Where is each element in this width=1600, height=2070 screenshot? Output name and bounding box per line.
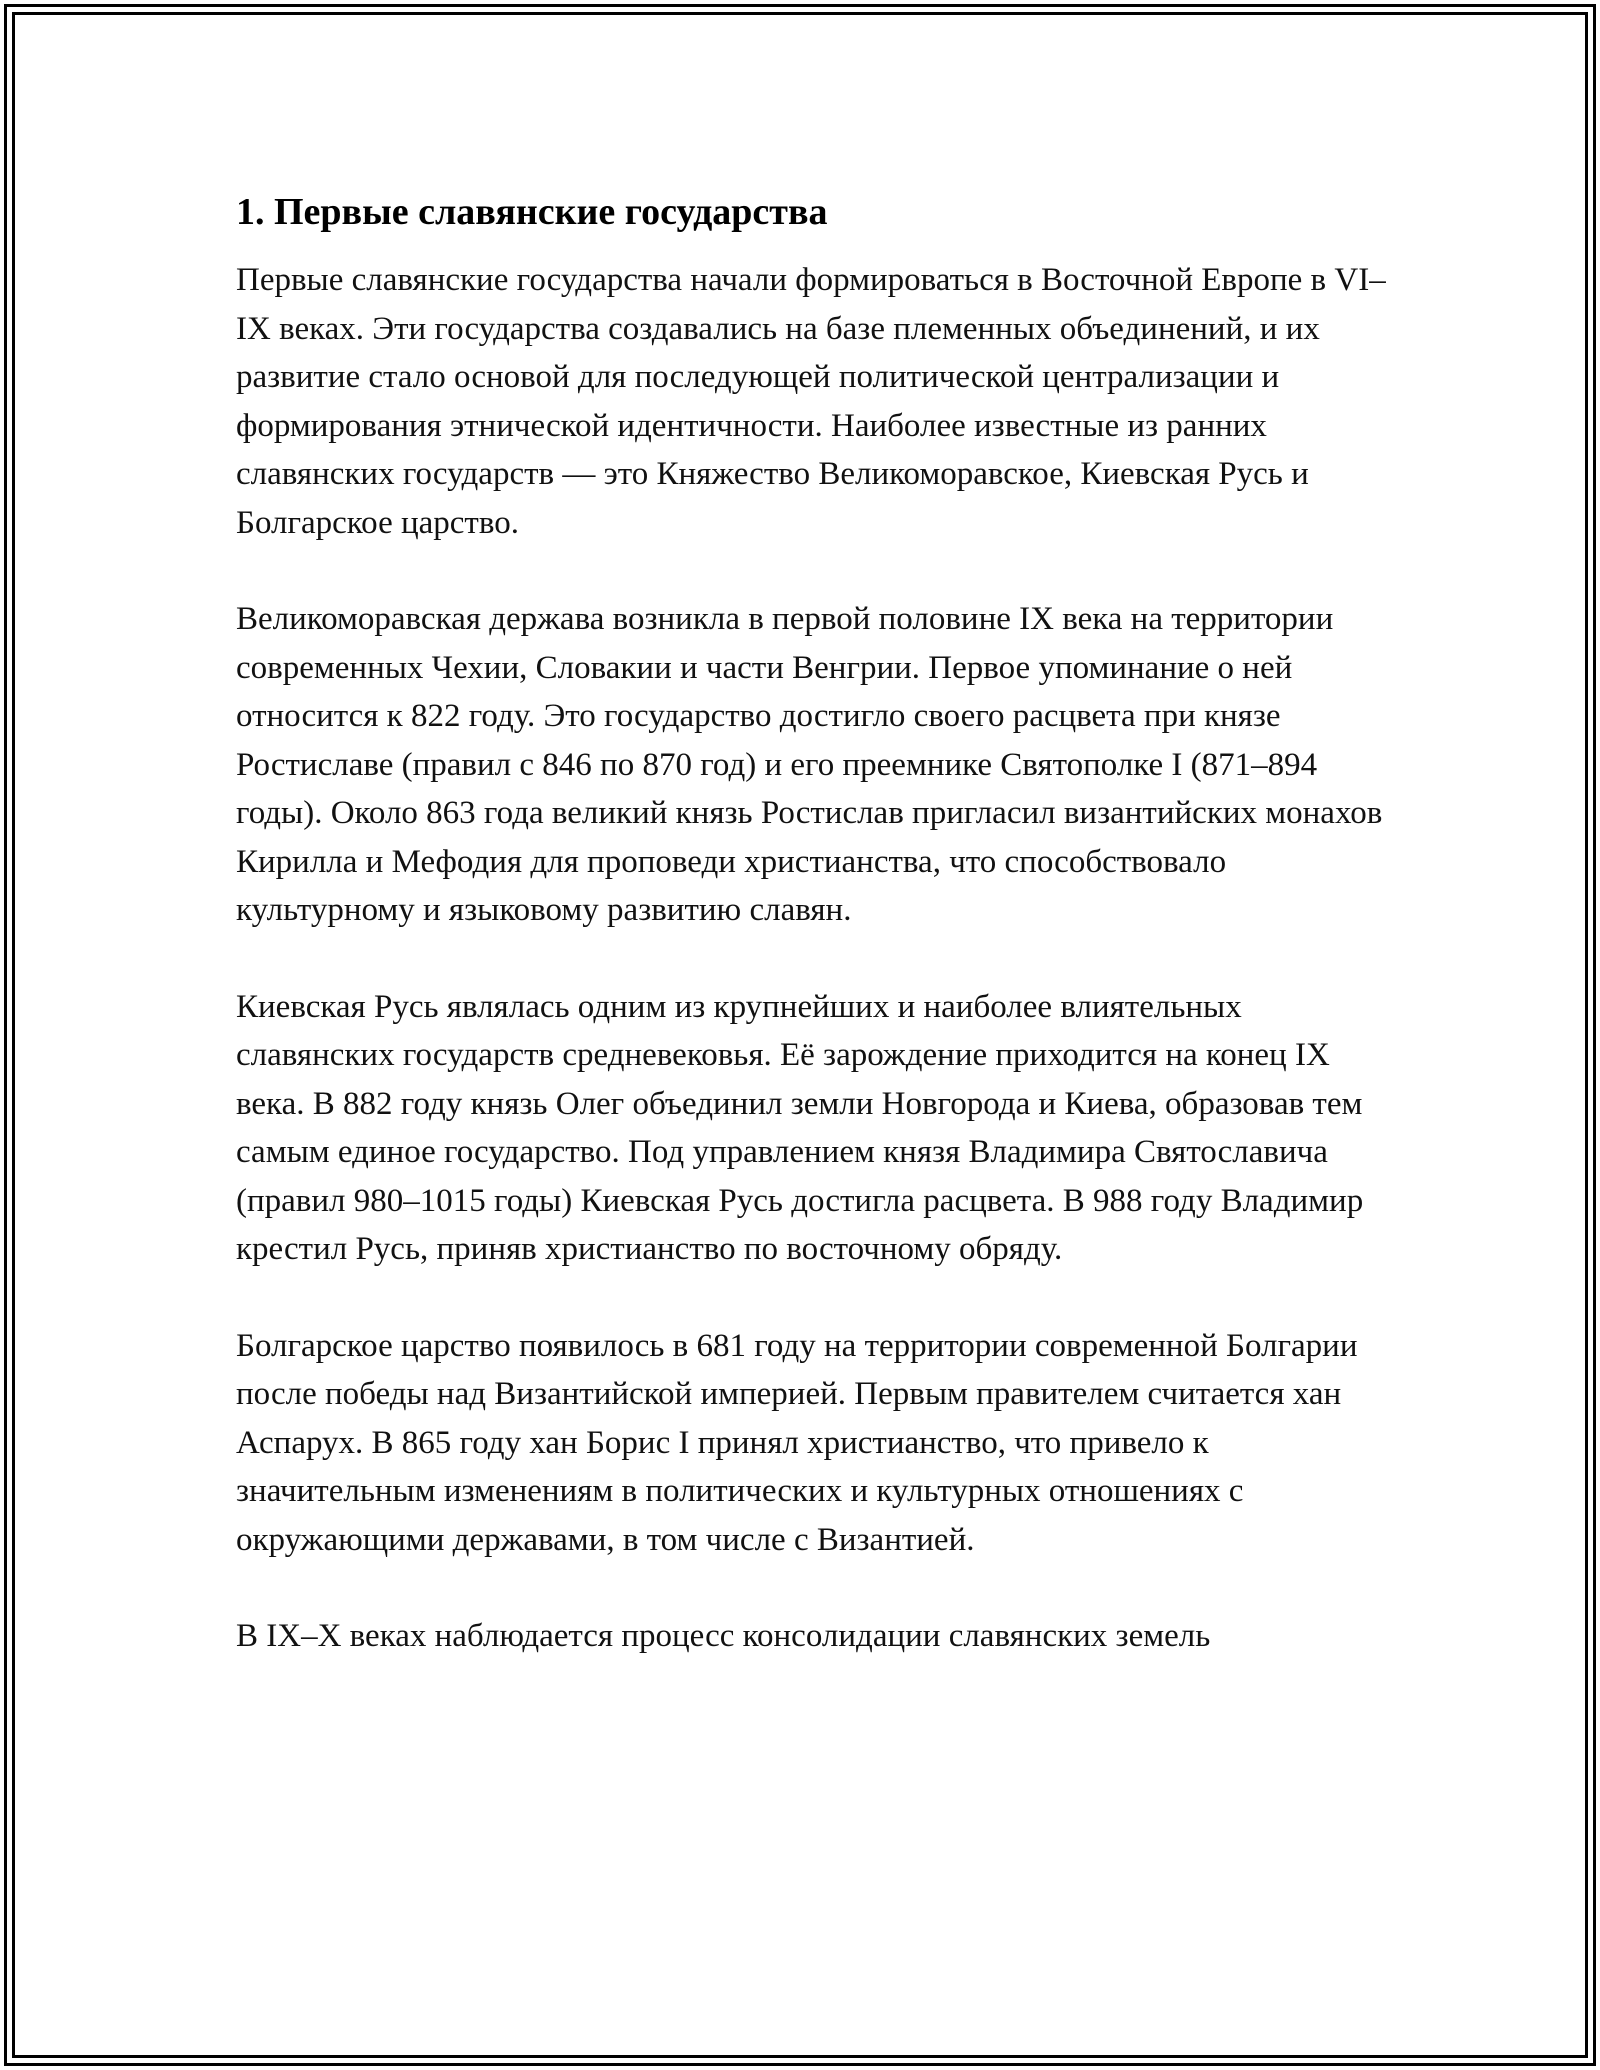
paragraph-bulgarian-tsardom: Болгарское царство появилось в 681 году на территории современной Болгарии после победы над Византийской империей. Первым правителем считается хан Аспарух. В 865 году хан Борис I принял христианство, что привело к значительным изменениям в политических и культурных отношениях с окружающими державами, в том числе с Византией. — [236, 1327, 1358, 1558]
paragraph-consolidation: В IX–X веках наблюдается процесс консолидации славянских земель — [236, 1618, 1211, 1654]
paragraph-kievan-rus: Киевская Русь являлась одним из крупнейших и наиболее влиятельных славянских государств средневековья. Её зарождение приходится на конец IX века. В 882 году князь Олег объединил земли Новгорода и Киева, образовав тем самым единое государство. Под управлением князя Владимира Святославича (правил 980–1015 годы) Киевская Русь достигла расцвета. В 988 году Владимир крестил Русь, приняв христианство по восточному обряду. — [236, 988, 1364, 1267]
document-body — [236, 188, 1396, 1709]
paragraph-great-moravia: Великоморавская держава возникла в первой половине IX века на территории современных Чехии, Словакии и части Венгрии. Первое упоминание о ней относится к 822 году. Это государство достигло своего расцвета при князе Ростиславе (правил с 846 по 870 год) и его преемнике Святополке I (871–894 годы). Около 863 года великий князь Ростислав пригласил византийских монахов Кирилла и Мефодия для проповеди христианства, что способствовало культурному и языковому развитию славян. — [236, 601, 1383, 928]
paragraph-intro: Первые славянские государства начали формироваться в Восточной Европе в VI–IX веках. Эти государства создавались на базе племенных объединений, и их развитие стало основой для последующей политической централизации и формирования этнической идентичности. Наиболее известные из ранних славянских государств — это Княжество Великоморавское, Киевская Русь и Болгарское царство. — [236, 262, 1386, 541]
section-heading: 1. Первые славянские государства — [236, 191, 828, 233]
